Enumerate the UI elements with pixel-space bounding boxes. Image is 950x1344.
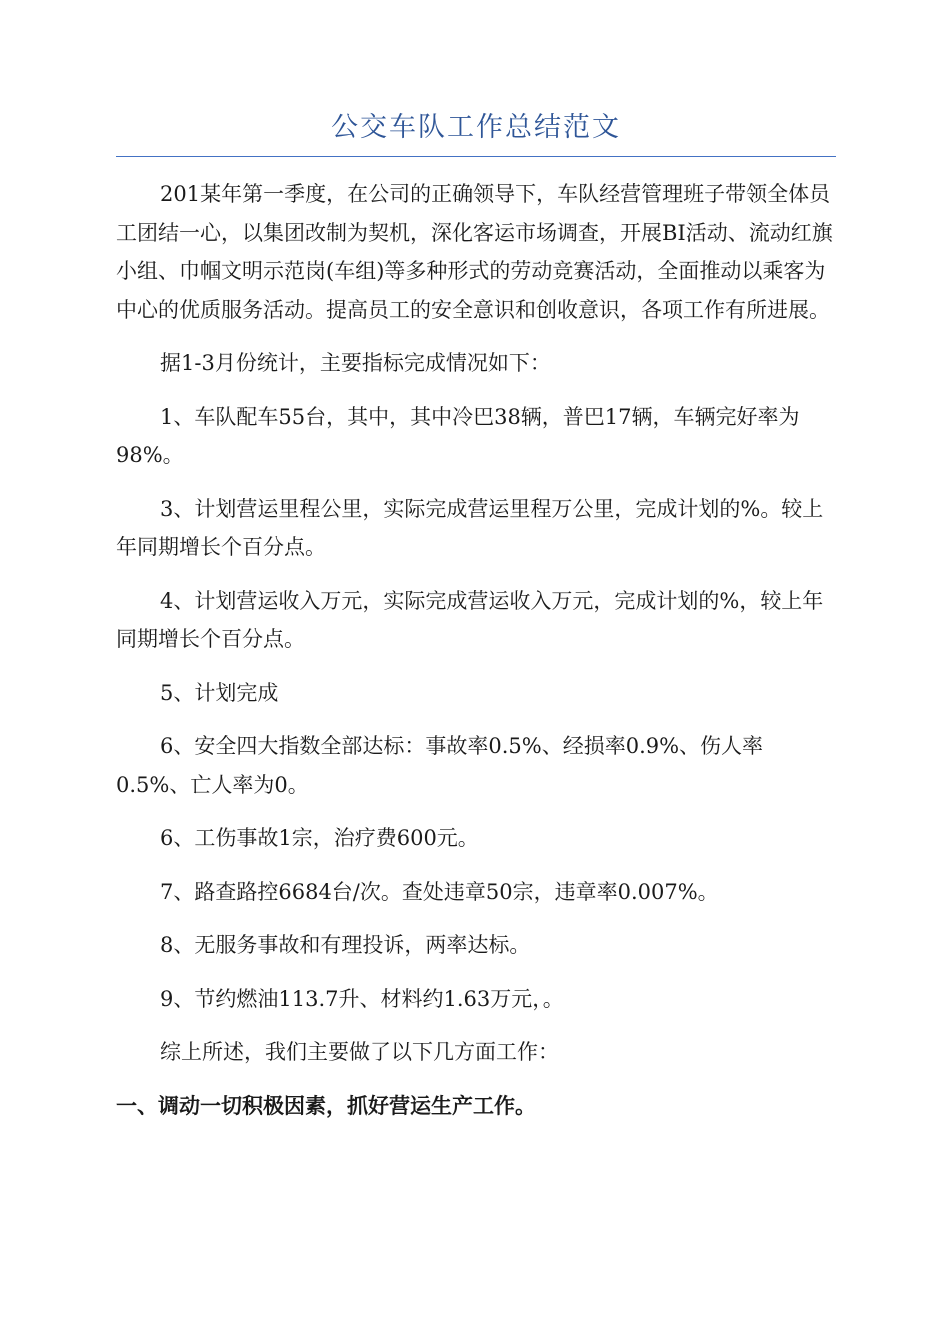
title-underline [116, 156, 836, 157]
paragraph-item-4: 4、计划营运收入万元，实际完成营运收入万元，完成计划的%，较上年同期增长个百分点。 [116, 588, 824, 651]
paragraph-stats-intro: 据1-3月份统计，主要指标完成情况如下： [160, 351, 551, 375]
paragraph-item-7: 7、路查路控6684台/次。查处违章50宗，违章率0.007%。 [160, 879, 719, 904]
paragraph-item-5: 5、计划完成 [160, 680, 279, 705]
document-title: 公交车队工作总结范文 [331, 112, 621, 143]
section-heading-1: 一、调动一切积极因素，抓好营运生产工作。 [116, 1092, 536, 1118]
paragraph-item-6-injury: 6、工伤事故1宗，治疗费600元。 [160, 826, 479, 850]
paragraph-item-3: 3、计划营运里程公里，实际完成营运里程万公里，完成计划的%。较上年同期增长个百分点。 [116, 496, 824, 559]
paragraph-item-9: 9、节约燃油113.7升、材料约1.63万元，。 [160, 986, 564, 1011]
paragraph-item-6-safety: 6、安全四大指数全部达标：事故率0.5%、经损率0.9%、伤人率0.5%、亡人率为0。 [116, 734, 764, 797]
paragraph-summary: 综上所述，我们主要做了以下几方面工作： [160, 1040, 559, 1064]
paragraph-item-8: 8、无服务事故和有理投诉，两率达标。 [160, 933, 531, 957]
document-page [116, 108, 836, 1125]
paragraph-item-1: 1、车队配车55台，其中，其中冷巴38辆，普巴17辆，车辆完好率为98%。 [116, 404, 800, 467]
paragraph-intro: 201某年第一季度，在公司的正确领导下，车队经营管理班子带领全体员工团结一心，以集团改制为契机，深化客运市场调查，开展BI活动、流动红旗小组、巾帼文明示范岗(车组)等多种形式的劳动竞赛活动，全面推动以乘客为中心的优质服务活动。提高员工的安全意识和创收意识，各项工作有所进展。 [116, 182, 833, 322]
